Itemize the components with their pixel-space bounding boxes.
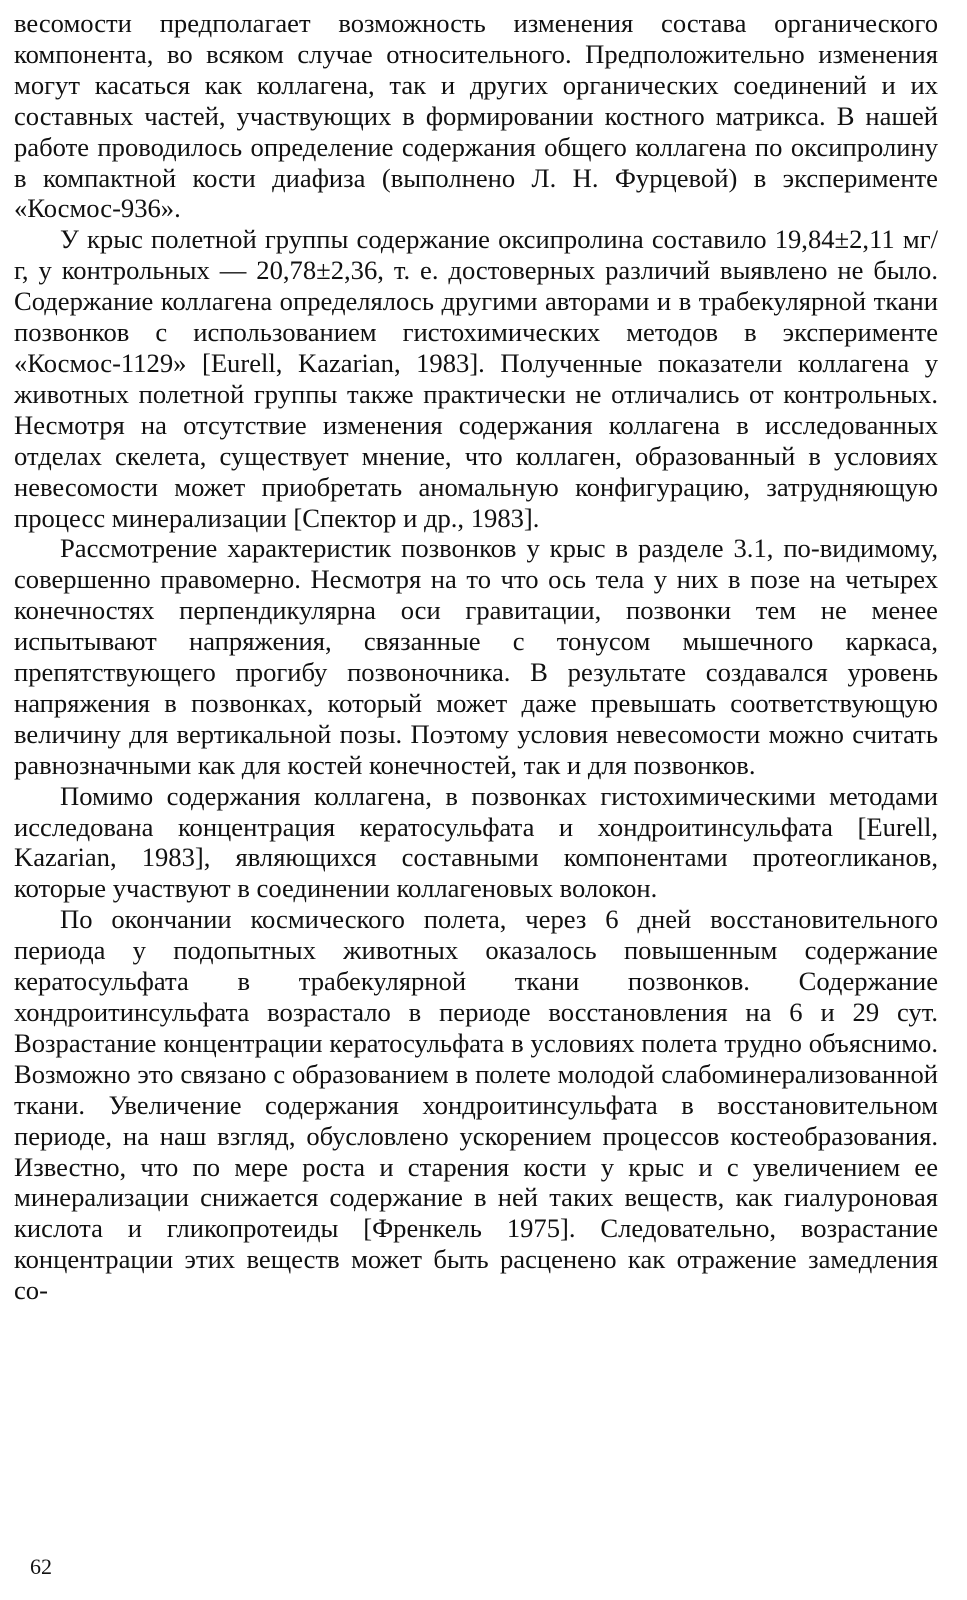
paragraph-vertebrae: Рассмотрение характеристик позвонков у крыс в разделе 3.1, по-видимому, совершенно правомерно. Несмотря на то что ось тела у них в позе на четырех конечностях перпендикулярна оси гравитации, позвонки тем не менее испытывают напряжения, связанные с тонусом мышечного каркаса, препятствующего прогибу позвоночника. В результате создавался уровень напряжения в позвонках, который может даже превышать соответствующую величину для вертикальной позы. Поэтому условия невесомости можно считать равнозначными как для костей конечностей, так и для позвонков. [14,533,938,780]
paragraph-keratosulfate: Помимо содержания коллагена, в позвонках гистохимическими методами исследована концентрация кератосульфата и хондроитинсульфата [Eurell, Kazarian, 1983], являющихся составными компонентами протеогликанов, которые участвуют в соединении коллагеновых волокон. [14,780,938,904]
page-number: 62 [30,1554,52,1579]
paragraph-continuation: весомости предполагает возможность изменения состава органического компонента, во всяком случае относительного. Предположительно изменения могут касаться как коллагена, так и других органических соединений и их составных частей, участвующих в формировании костного матрикса. В нашей работе проводилось определение содержания общего коллагена по оксипролину в компактной кости диафиза (выполнено Л. Н. Фурцевой) в эксперименте «Космос-936». [14,8,938,224]
paragraph-oxyproline: У крыс полетной группы содержание оксипролина составило 19,84±2,11 мг/г, у контрольных — 20,78±2,36, т. е. достоверных различий выявлено не было. Содержание коллагена определялось другими авторами и в трабекулярной ткани позвонков с использованием гистохимических методов в эксперименте «Космос-1129» [Eurell, Kazarian, 1983]. Полученные показатели коллагена у животных полетной группы также практически не отличались от контрольных. Несмотря на отсутствие изменения содержания коллагена в исследованных отделах скелета, существует мнение, что коллаген, образованный в условиях невесомости может приобретать аномальную конфигурацию, затрудняющую процесс минерализации [Спектор и др., 1983]. [14,224,938,533]
body-text [14,8,938,1306]
paragraph-post-flight: По окончании космического полета, через 6 дней восстановительного периода у подопытных животных оказалось повышенным содержание кератосульфата в трабекулярной ткани позвонков. Содержание хондроитинсульфата возрастало в периоде восстановления на 6 и 29 сут. Возрастание концентрации кератосульфата в условиях полета трудно объяснимо. Возможно это связано с образованием в полете молодой слабоминерализованной ткани. Увеличение содержания хондроитинсульфата в восстановительном периоде, на наш взгляд, обусловлено ускорением процессов костеобразования. Известно, что по мере роста и старения кости у крыс и с увеличением ее минерализации снижается содержание в ней таких веществ, как гиалуроновая кислота и гликопротеиды [Френкель 1975]. Следовательно, возрастание концентрации этих веществ может быть расценено как отражение замедления со- [14,904,938,1306]
